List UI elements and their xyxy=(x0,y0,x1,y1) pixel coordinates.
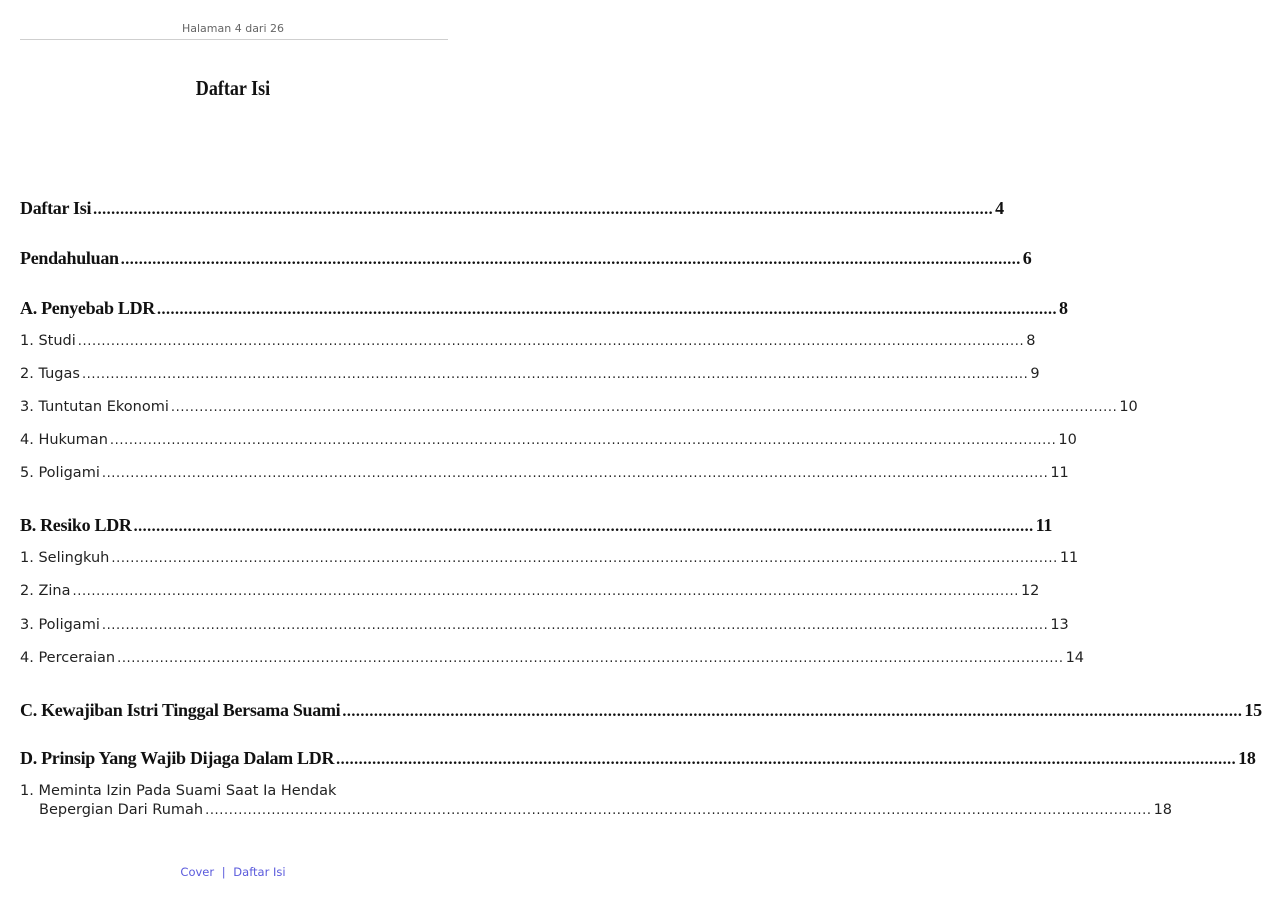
dot-leader: ........................................................................................................................................................................................................ xyxy=(205,803,1152,818)
toc-entry-title: B. Resiko LDR xyxy=(20,515,132,535)
toc-page-number: 8 xyxy=(1026,333,1036,349)
toc-entry-title: Daftar Isi xyxy=(20,198,92,218)
toc-entry-title-cont: Bepergian Dari Rumah xyxy=(39,802,204,818)
toc-entry-title: 2. Tugas xyxy=(20,366,80,382)
dot-leader: ........................................................................................................................................................................................................ xyxy=(81,367,1029,382)
toc-page-number: 15 xyxy=(1244,700,1262,720)
dot-leader: ........................................................................................................................................................................................................ xyxy=(336,751,1237,768)
page-header: Halaman 4 dari 26 xyxy=(181,22,285,35)
footer-link-cover[interactable]: Cover xyxy=(180,865,215,879)
toc-heading-entry[interactable] xyxy=(20,700,1262,721)
dot-leader: ........................................................................................................................................................................................................ xyxy=(77,334,1025,349)
toc-page-number: 11 xyxy=(1059,550,1079,566)
toc-page-number: 18 xyxy=(1238,748,1256,768)
toc-entry[interactable] xyxy=(20,550,1079,566)
toc-heading-entry[interactable] xyxy=(20,298,1068,319)
toc-entry-title: C. Kewajiban Istri Tinggal Bersama Suami xyxy=(20,700,341,720)
toc-page-number: 12 xyxy=(1020,583,1040,599)
dot-leader: ........................................................................................................................................................................................................ xyxy=(109,433,1057,448)
toc-entry[interactable] xyxy=(20,432,1077,448)
toc-entry-title: D. Prinsip Yang Wajib Dijaga Dalam LDR xyxy=(20,748,335,768)
dot-leader: ........................................................................................................................................................................................................ xyxy=(72,584,1019,599)
toc-entry[interactable] xyxy=(20,366,1040,382)
toc-entry[interactable] xyxy=(20,583,1040,599)
toc-entry-title: 5. Poligami xyxy=(20,465,100,481)
toc-page-number: 4 xyxy=(995,198,1004,218)
toc-page-number: 10 xyxy=(1119,399,1138,415)
dot-leader: ........................................................................................................................................................................................................ xyxy=(93,201,994,218)
toc-entry-title: 3. Tuntutan Ekonomi xyxy=(20,399,169,415)
toc-heading-entry[interactable] xyxy=(20,198,1004,219)
dot-leader: ........................................................................................................................................................................................................ xyxy=(342,703,1243,720)
toc-page-number: 6 xyxy=(1022,248,1032,268)
toc-entry-title: 4. Hukuman xyxy=(20,432,108,448)
toc-entry-title: 4. Perceraian xyxy=(20,650,116,666)
toc-entry[interactable] xyxy=(20,650,1085,666)
toc-entry[interactable] xyxy=(20,617,1069,633)
dot-leader: ........................................................................................................................................................................................................ xyxy=(157,301,1058,318)
toc-page-number: 10 xyxy=(1058,432,1077,448)
dot-leader: ........................................................................................................................................................................................................ xyxy=(101,618,1049,633)
toc-page-number: 11 xyxy=(1035,515,1053,535)
toc-entry[interactable] xyxy=(20,465,1069,481)
dot-leader: ........................................................................................................................................................................................................ xyxy=(170,400,1118,415)
toc-page-number: 14 xyxy=(1065,650,1085,666)
toc-entry-title: 1. Studi xyxy=(20,333,76,349)
footer-link-daftar-isi[interactable]: Daftar Isi xyxy=(233,865,286,879)
toc-page-number: 11 xyxy=(1050,465,1069,481)
toc-entry-title: Pendahuluan xyxy=(20,248,119,268)
toc-page-number: 8 xyxy=(1059,298,1068,318)
toc-heading-entry[interactable] xyxy=(20,748,1256,769)
page-title: Daftar Isi xyxy=(195,76,271,100)
dot-leader: ........................................................................................................................................................................................................ xyxy=(101,466,1049,481)
dot-leader: ........................................................................................................................................................................................................ xyxy=(117,651,1064,666)
footer-separator: | xyxy=(221,865,226,879)
toc-entry[interactable] xyxy=(20,333,1036,349)
toc-heading-entry[interactable] xyxy=(20,248,1032,269)
header-divider xyxy=(20,39,448,40)
toc-entry-title: A. Penyebab LDR xyxy=(20,298,156,318)
dot-leader: ........................................................................................................................................................................................................ xyxy=(133,518,1034,535)
footer-nav xyxy=(0,865,466,879)
toc-entry[interactable] xyxy=(20,399,1138,415)
toc-entry-title: 1. Meminta Izin Pada Suami Saat Ia Hendak xyxy=(20,783,337,799)
dot-leader: ........................................................................................................................................................................................................ xyxy=(111,551,1058,566)
toc-page-number: 18 xyxy=(1153,802,1173,818)
toc-entry-title: 2. Zina xyxy=(20,583,71,599)
toc-page-number: 9 xyxy=(1030,366,1040,382)
toc-heading-entry[interactable] xyxy=(20,515,1053,536)
dot-leader: ........................................................................................................................................................................................................ xyxy=(120,251,1021,268)
toc-entry-title: 1. Selingkuh xyxy=(20,550,110,566)
toc-entry-title: 3. Poligami xyxy=(20,617,100,633)
toc-entry[interactable] xyxy=(20,783,1173,818)
toc-page-number: 13 xyxy=(1050,617,1069,633)
